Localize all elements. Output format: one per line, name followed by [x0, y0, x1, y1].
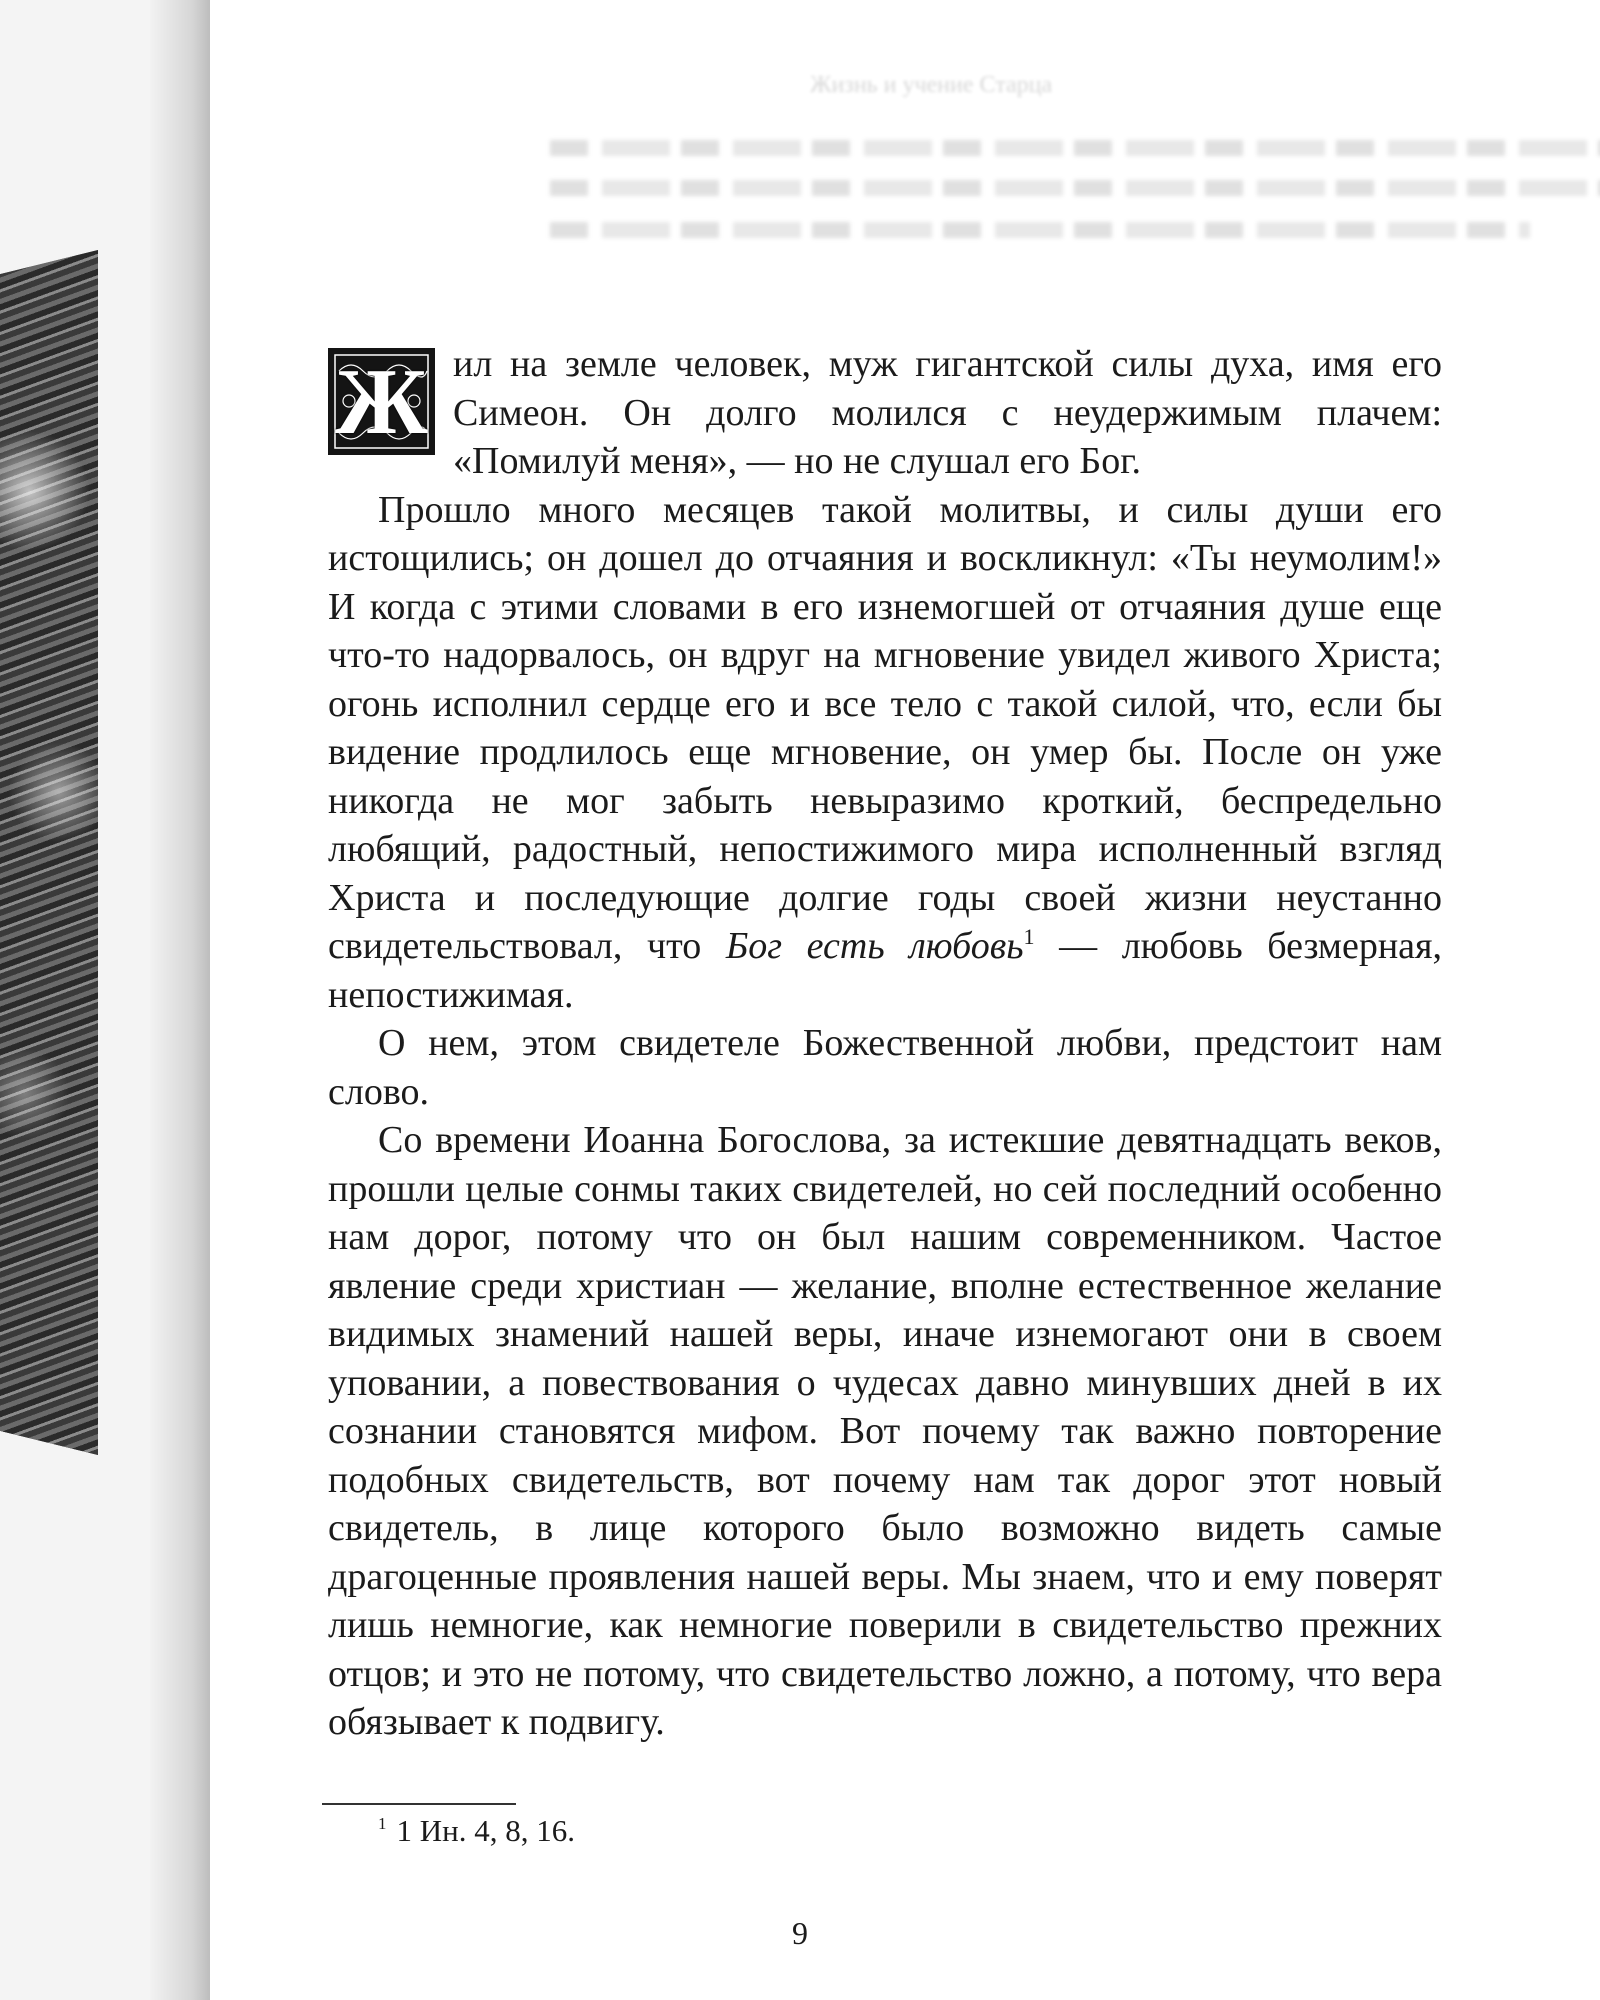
bleed-through-line: [550, 140, 1600, 156]
bleed-through-line: [550, 180, 1600, 196]
footnote-rule: [322, 1803, 516, 1805]
paragraph-text: ил на земле человек, муж гигантской силы духа, имя его Симеон. Он долго молился с неудержимым плачем: «Помилуй меня», — но не слушал его Бог.: [453, 343, 1442, 482]
footnote: [378, 1813, 575, 1849]
body-text: [328, 340, 1442, 1747]
paragraph: [328, 1116, 1442, 1747]
gutter-shadow: [150, 0, 210, 2000]
paragraph: [328, 486, 1442, 1020]
page-number: 9: [792, 1915, 808, 1951]
paragraph: [328, 340, 1442, 486]
paragraph-text: Со времени Иоанна Богослова, за истекшие девятнадцать веков, прошли целые сонмы таких свидетелей, но сей последний особенно нам дорог, потому что он был нашим современником. Частое явление среди христиан — желание, вполне естественное желание видимых знамений нашей веры, иначе изнемогают они в своем уповании, а повествования о чудесах давно минувших дней в их сознании становятся мифом. Вот почему так важно повторение подобных свидетельств, вот почему нам так дорог этот новый свидетель, в лице которого было возможно видеть самые драгоценные проявления нашей веры. Мы знаем, что и ему поверят лишь немногие, как немногие поверили в свидетельство прежних отцов; и это не потому, что свидетельство ложно, а потому, что вера обязывает к подвигу.: [328, 1119, 1442, 1743]
photo-fragment: [0, 250, 98, 1455]
left-page: [0, 0, 210, 2000]
footnote-ref[interactable]: 1: [1023, 924, 1035, 949]
drop-cap: [328, 348, 435, 455]
paragraphs: [328, 340, 1442, 1747]
drop-cap-letter: Ж: [335, 349, 428, 454]
footnote-marker: 1: [378, 1814, 387, 1833]
running-head: Жизнь и учение Старца: [810, 72, 1053, 98]
footnote-text: 1 Ин. 4, 8, 16.: [396, 1813, 575, 1848]
paragraph-text: — любовь безмерная, непостижимая.: [328, 925, 1443, 1016]
paragraph-text: О нем, этом свидетеле Божественной любви, предстоит нам слово.: [328, 1022, 1442, 1113]
bleed-through-line: [550, 222, 1530, 238]
paragraph-text: Бог есть любовь: [725, 925, 1024, 967]
paragraph-text: Прошло много месяцев такой молитвы, и силы души его истощились; он дошел до отчаяния и воскликнул: «Ты неумолим!» И когда с этими словами в его изнемогшей от отчаяния душе еще что-то надорвалось, он вдруг на мгновение увидел живого Христа; огонь исполнил сердце его и все тело с такой силой, что, если бы видение продлилось еще мгновение, он умер бы. После он уже никогда не мог забыть невыразимо кроткий, беспредельно любящий, радостный, непостижимого мира исполненный взгляд Христа и последующие долгие годы своей жизни неустанно свидетельствовал, что: [328, 488, 1442, 967]
paragraph: [328, 1019, 1442, 1116]
